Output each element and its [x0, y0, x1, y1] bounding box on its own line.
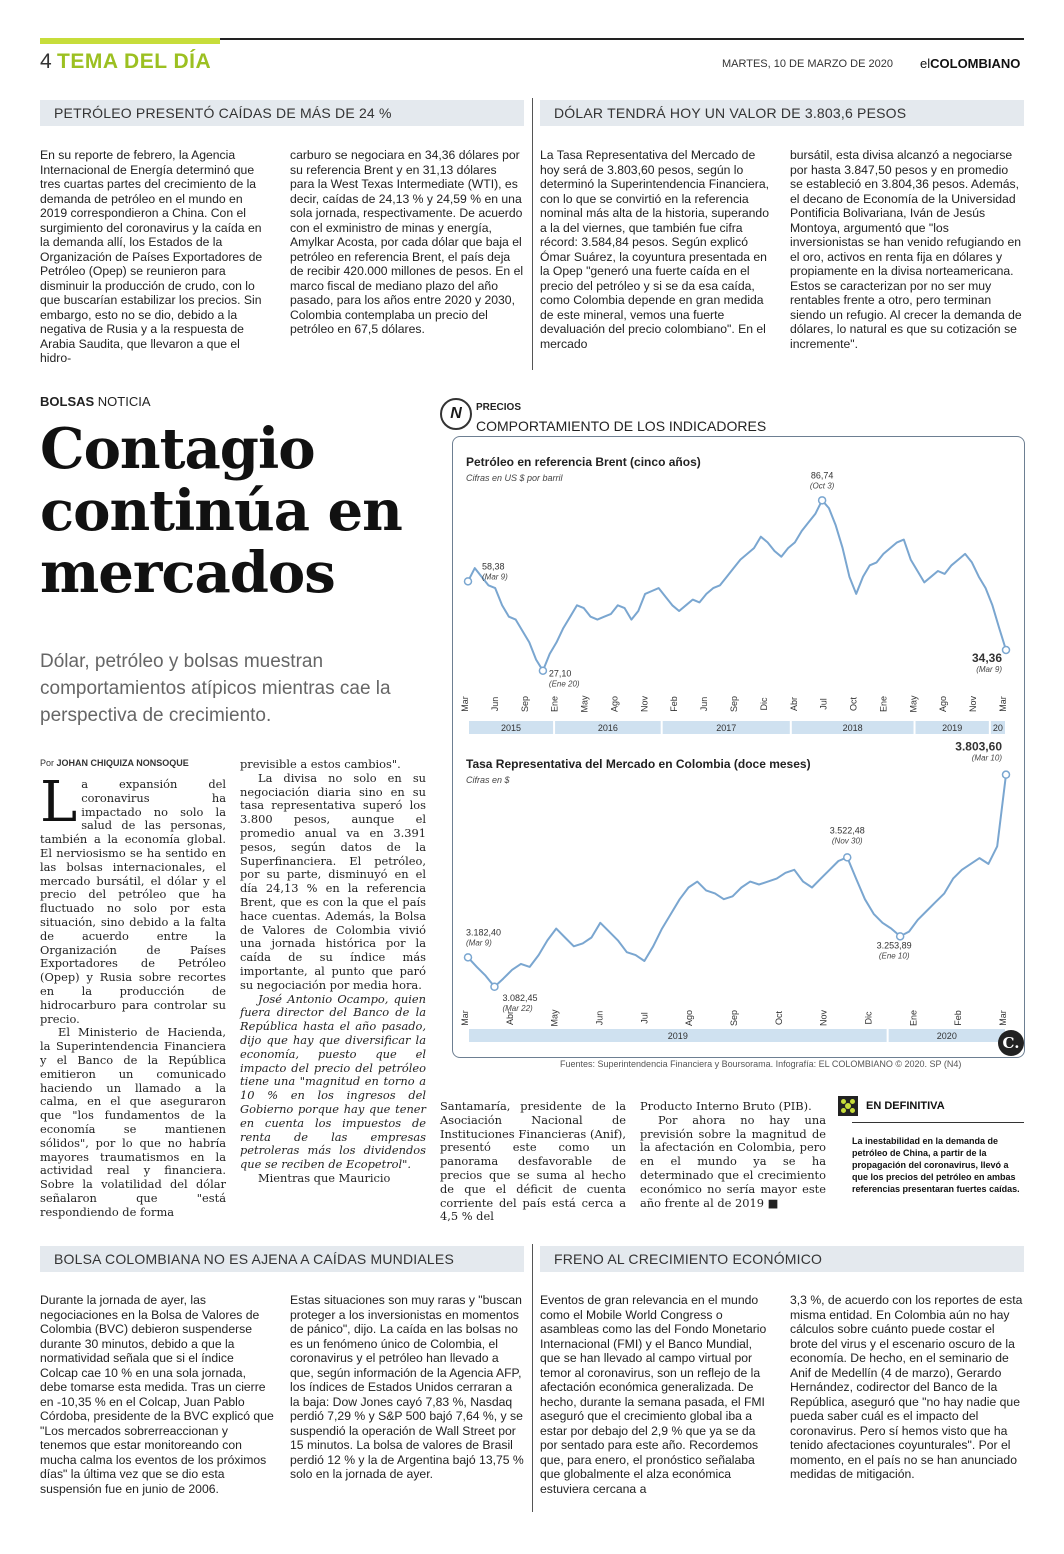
- infographic-label: PRECIOS: [476, 402, 522, 413]
- box-header-petroleo: [40, 100, 524, 126]
- section-accent-bar: [40, 38, 220, 44]
- paragraph: Producto Interno Bruto (PIB).: [640, 1099, 812, 1113]
- article-column-4: [640, 1100, 826, 1210]
- year-label: 2017: [716, 723, 737, 733]
- year-label: 2020: [936, 1031, 957, 1041]
- x-tick-label: Ago: [684, 1009, 695, 1027]
- x-tick-label: Ago: [609, 695, 620, 713]
- year-label: 2018: [842, 723, 863, 733]
- annotation-date: (Mar 9): [466, 938, 492, 948]
- year-label: 2019: [942, 723, 963, 733]
- annotation-value: 86,74: [810, 470, 834, 481]
- annotation-point: [844, 854, 851, 861]
- article-deck: Dólar, petróleo y bolsas muestran comportamientos atípicos mientras cae la perspectiva de crecimiento.: [40, 651, 391, 726]
- infographic-title: COMPORTAMIENTO DE LOS INDICADORES: [476, 418, 767, 434]
- x-tick-label: May: [579, 695, 590, 713]
- article-headline: Contagio continúa en mercados: [40, 416, 402, 606]
- series-line: [468, 775, 1006, 987]
- x-tick-label: Abr: [788, 696, 799, 712]
- x-tick-label: Ene: [908, 1009, 919, 1027]
- box-title: BOLSA COLOMBIANA NO ES AJENA A CAÍDAS MUNDIALES: [54, 1251, 454, 1267]
- column-divider: [532, 1244, 533, 1512]
- annotation-date: (Mar 22): [502, 1003, 533, 1013]
- x-tick-label: Mar: [460, 696, 470, 712]
- article-kicker: BOLSAS NOTICIA: [40, 394, 151, 409]
- annotation-date: (Nov 30): [831, 836, 863, 846]
- x-tick-label: Mar: [998, 696, 1008, 712]
- newspaper-logo: elCOLOMBIANO: [920, 56, 1021, 71]
- annotation-date: (Oct 3): [809, 481, 835, 491]
- x-tick-label: Oct: [773, 1010, 784, 1026]
- drop-cap: L: [40, 770, 78, 835]
- annotation-value: 58,38: [482, 561, 505, 572]
- paragraph: El Ministerio de Hacienda, la Superintendencia Financiera y el Banco de la República emitieron un comunicado haciendo un llamado a la calma, en el que aseguraron que "los fundamentos de la economía se mantienen sólidos", por lo que no habría mayores traumatismos en la actividad real y financiera. Sobre la volatilidad del dólar señalaron que "está respondiendo de forma: [40, 1025, 226, 1219]
- x-tick-label: May: [549, 1009, 560, 1027]
- summary-body: [852, 1122, 1024, 1195]
- text-column: 3,3 %, de acuerdo con los reportes de esta misma entidad. En Colombia aún no hay cálculos sobre cuánto puede costar el brote del virus y el escenario oscuro de la economía. De hecho, en el seminario de Anif de Medellín (4 de marzo), Gerardo Hernández, codirector del Banco de la República, aseguró que "no hay nadie que pueda saber cuál es el impacto del coronavirus. Pero sí hemos visto que ha tenido afectaciones coyunturales". Por el momento, en el país no se han anunciado medidas de mitigación.: [790, 1293, 1023, 1481]
- section-title: TEMA DEL DÍA: [57, 50, 212, 73]
- paragraph: Por ahora no hay una previsión sobre la magnitud de la afectación en Colombia, pero en el mundo ya se ha determinado que el crecimiento económico no sería mayor este año frente al de 2019 ■: [640, 1112, 826, 1210]
- annotation-date: (Mar 9): [976, 664, 1002, 674]
- annotation-value: 3.803,60: [955, 739, 1002, 754]
- brand-mark-icon: C.: [998, 1030, 1024, 1056]
- annotation-point: [465, 578, 472, 585]
- annotation-point: [539, 667, 546, 674]
- year-label: 20: [992, 723, 1003, 733]
- summary-icon: [838, 1096, 858, 1116]
- text-column: carburo se negociara en 34,36 dólares por su referencia Brent y en 31,13 dólares para la West Texas Intermediate (WTI), es decir, caídas de 24,13 % y 24,59 % en una sola jornada, respectivamente. De acuerdo con el exministro de minas y energía, Amylkar Acosta, por cada dólar que baja el petróleo en referencia Brent, el país deja de recibir 420.000 millones de pesos. En el marco fiscal de mediano plazo del año pasado, para los años entre 2020 y 2030, Colombia contemplaba un precio del petróleo en 67,5 dólares.: [290, 148, 524, 336]
- x-tick-label: Dic: [863, 1011, 874, 1025]
- year-label: 2015: [501, 723, 522, 733]
- infographic-logo-icon: N: [440, 398, 472, 430]
- year-label: 2019: [667, 1031, 688, 1041]
- x-tick-label: Sep: [729, 1009, 739, 1027]
- box-title: PETRÓLEO PRESENTÓ CAÍDAS DE MÁS DE 24 %: [54, 105, 392, 121]
- chart-subtitle: Cifras en US $ por barril: [466, 473, 563, 483]
- x-tick-label: Feb: [669, 696, 680, 712]
- annotation-point: [897, 933, 904, 940]
- text-column: Eventos de gran relevancia en el mundo como el Mobile World Congress o asambleas como las del Fondo Monetario Internacional (FMI) y el Banco Mundial, que se han llevado al campo virtual por temor al coronavirus, son un reflejo de la afectación económica generalizada. De hecho, durante la semana pasada, el FMI aseguró que el crecimiento global iba a estar por debajo del 2,9 % que ya se da por sentado para este año. Recordemos que, para enero, el pronóstico señalaba que globalmente el alza económica estuviera cercana a: [540, 1293, 767, 1496]
- x-tick-label: Dic: [758, 697, 769, 711]
- text-column: bursátil, esta divisa alcanzó a negociarse por hasta 3.847,50 pesos y en promedio se estableció en 3.804,36 pesos. Además, el decano de Economía de la Universidad Pontificia Bolivariana, Iván de Jesús Montoya, argumentó que "los inversionistas se han venido refugiando en el oro, activos en renta fija en dólares y propiamente en la divisa norteamericana. Estos se caracterizan por no ser muy rentables frente a otro, pero terminan siendo un refugio. Al crecer la demanda de dólares, lo natural es que su cotización se incremente".: [790, 148, 1022, 351]
- x-tick-label: Nov: [639, 695, 650, 713]
- chart-title: Tasa Representativa del Mercado en Colombia (doce meses): [466, 757, 811, 771]
- x-tick-label: Sep: [729, 695, 739, 713]
- infographic-source: Fuentes: Superintendencia Financiera y Boursorama. Infografía: EL COLOMBIANO © 2020. SP (N4): [560, 1059, 962, 1069]
- annotation-value: 34,36: [971, 650, 1002, 665]
- paragraph: José Antonio Ocampo, quien fuera director del Banco de la República hasta el año pasado, dijo que hay que diversificar la economía, puesto que el impacto del precio del petróleo tiene una "magnitud en torno a 10 % en los ingresos del Gobierno porque hay que tener en cuenta los impuestos de renta de las empresas petroleras más los dividendos que se reciben de Ecopetrol".: [240, 991, 426, 1172]
- charts-svg: [452, 436, 1024, 1056]
- page-number: 4: [40, 50, 52, 73]
- x-tick-label: Abr: [504, 1010, 515, 1026]
- annotation-point: [1003, 646, 1010, 653]
- chart-title: Petróleo en referencia Brent (cinco años): [466, 455, 701, 469]
- article-column-1: La expansión del coronavirus ha impactado no solo la salud de las personas, también a la economía global. El nerviosismo se ha sentido en las bolsas internacionales, el mercado bursátil, el dólar y el precio del petróleo que ha fluctuado no solo por esta situación, sino debido a la falta de acuerdo entre la Organización de Países Exportadores de Petróleo (Opep) y Rusia sobre recortes en la producción de hidrocarburo para controlar su precio. El Ministerio de Hacienda, la Superintendencia Financiera y el Banco de la República emitieron un comunicado haciendo un llamado a la calma, en el que aseguraron que "los fundamentos de la economía se mantienen sólidos", por lo que no habría mayores traumatismos en la actividad real y financiera. Sobre la volatilidad del dólar señalaron que "está respondiendo de forma: [40, 770, 226, 1219]
- x-tick-label: Ene: [549, 695, 560, 713]
- annotation-value: 3.082,45: [502, 992, 538, 1003]
- edition-date: MARTES, 10 DE MARZO DE 2020: [722, 58, 893, 70]
- box-header-dolar: [540, 100, 1024, 126]
- annotation-date: (Ene 20): [548, 679, 580, 689]
- annotation-point: [491, 983, 498, 990]
- annotation-date: (Mar 9): [482, 572, 508, 582]
- byline: Por JOHAN CHIQUIZA NONSOQUE: [40, 758, 189, 768]
- box-header-freno: [540, 1246, 1024, 1272]
- x-tick-label: Ene: [878, 695, 889, 713]
- box-title: FRENO AL CRECIMIENTO ECONÓMICO: [554, 1251, 823, 1267]
- text-column: Durante la jornada de ayer, las negociaciones en la Bolsa de Valores de Colombia (BVC) debieron suspenderse durante 30 minutos, debido a que la normatividad señala que si el índice Colcap cae 10 % en una sola jornada, debe tomarse esta medida. Tras un cierre en -10,35 % en el Colcap, Juan Pablo Córdoba, presidente de la BVC explicó que "Los mercados sobrerreaccionan y tenemos que estar monitoreando con mucha calma los eventos de los próximos días" la última vez que se dio esta suspensión fue en junio de 2006.: [40, 1293, 274, 1496]
- annotation-value: 3.522,48: [829, 825, 865, 836]
- series-line: [468, 500, 1006, 670]
- x-tick-label: Jun: [594, 1010, 605, 1026]
- x-tick-label: Jul: [818, 698, 829, 710]
- text-column: Estas situaciones son muy raras y "buscan proteger a los inversionistas en momentos de pánico", dijo. La caída en las bolsas no es un fenómeno único de Colombia, el coronavirus y el petróleo han llevado a que, según información de la Agencia AFP, los índices de Estados Unidos cerraran a la baja: Dow Jones cayó 7,83 %, Nasdaq perdió 7,29 % y S&P 500 bajó 7,64 %, y se suspendió la operación de Wall Street por 15 minutos. La bolsa de valores de Brasil perdió 12 % y la de Argentina bajó 13,75 % solo en la jornada de ayer.: [290, 1293, 524, 1481]
- x-tick-label: Mar: [460, 1010, 470, 1026]
- paragraph: La divisa no solo en su negociación diaria sino en su tasa representativa superó los 3.800 pesos, aunque el promedio anual va en 3.391 pesos, según datos de la Superfinanciera. El petróleo, por su parte, disminuyó en el día 24,13 % en la referencia Brent, que es con la que el país hace cuentas. Además, la Bolsa de Valores de Colombia vivió una jornada histórica por la caída de su índice más importante, al punto que paró su negociación por media hora.: [240, 770, 426, 992]
- x-tick-label: Ago: [938, 695, 949, 713]
- year-label: 2016: [597, 723, 618, 733]
- annotation-value: 3.182,40: [466, 927, 502, 938]
- article-column-3: Santamaría, presidente de la Asociación Nacional de Instituciones Financieras (Anif), presentó este como un panorama desfavorable de precios que se suma al hecho de que el déficit de cuenta corriente del país está cerca a 4,5 % del: [440, 1099, 626, 1224]
- column-divider: [532, 98, 533, 370]
- summary-title: EN DEFINITIVA: [866, 1100, 945, 1112]
- annotation-date: (Ene 10): [878, 951, 910, 961]
- annotation-value: 27,10: [548, 668, 572, 679]
- x-tick-label: Jul: [639, 1012, 650, 1024]
- annotation-point: [1003, 771, 1010, 778]
- annotation-point: [819, 497, 826, 504]
- x-tick-label: Sep: [519, 695, 530, 713]
- annotation-date: (Mar 10): [971, 753, 1002, 763]
- x-tick-label: May: [908, 695, 919, 713]
- article-column-2: [240, 758, 426, 1186]
- box-title: DÓLAR TENDRÁ HOY UN VALOR DE 3.803,6 PESOS: [554, 105, 907, 121]
- annotation-point: [465, 954, 472, 961]
- text-column: En su reporte de febrero, la Agencia Internacional de Energía determinó que tres cuartas partes del crecimiento de la demanda de petróleo en el mundo en 2019 correspondieron a China. Con el surgimiento del coronavirus y la caída en la demanda allí, los Estados de la Organización de Países Exportadores de Petróleo (Opep) se reunieron para disminuir la producción de crudo, con lo que buscarían estabilizar los precios. Sin embargo, esto no se dio, debido a la negativa de Rusia y a la respuesta de Arabia Saudita, que llevaron a que el hidro-: [40, 148, 263, 365]
- text-column: La Tasa Representativa del Mercado de hoy será de 3.803,60 pesos, según lo determinó la Superintendencia Financiera, con lo que se convirtió en la referencia nominal más alta de la historia, superando a la del viernes, que también fue cifra récord: 3.584,84 pesos. Según explicó Ómar Suárez, la coyuntura presentada en la Opep "generó una fuerte caída en el precio del petróleo y si se da esa caída, como Colombia depende en gran medida de este mineral, vemos una fuerte devaluación del precio colombiano". En el mercado: [540, 148, 769, 351]
- annotation-value: 3.253,89: [876, 940, 912, 951]
- box-header-bolsa: [40, 1246, 524, 1272]
- x-tick-label: Oct: [848, 696, 859, 712]
- x-tick-label: Nov: [968, 695, 979, 713]
- paragraph: Mientras que Mauricio: [258, 1170, 391, 1185]
- x-tick-label: Feb: [953, 1010, 964, 1026]
- x-tick-label: Jun: [489, 696, 500, 712]
- summary-box: [838, 1096, 1024, 1195]
- summary-text: La inestabilidad en la demanda de petróleo de China, a partir de la propagación del coronavirus, llevó a que los precios del petróleo en ambas referencias presentaran fuertes caídas.: [852, 1136, 1020, 1194]
- x-tick-label: Jun: [699, 696, 710, 712]
- chart-subtitle: Cifras en $: [466, 775, 510, 785]
- paragraph: previsible a estos cambios".: [240, 757, 401, 771]
- x-tick-label: Nov: [818, 1009, 829, 1027]
- x-tick-label: Mar: [998, 1010, 1008, 1026]
